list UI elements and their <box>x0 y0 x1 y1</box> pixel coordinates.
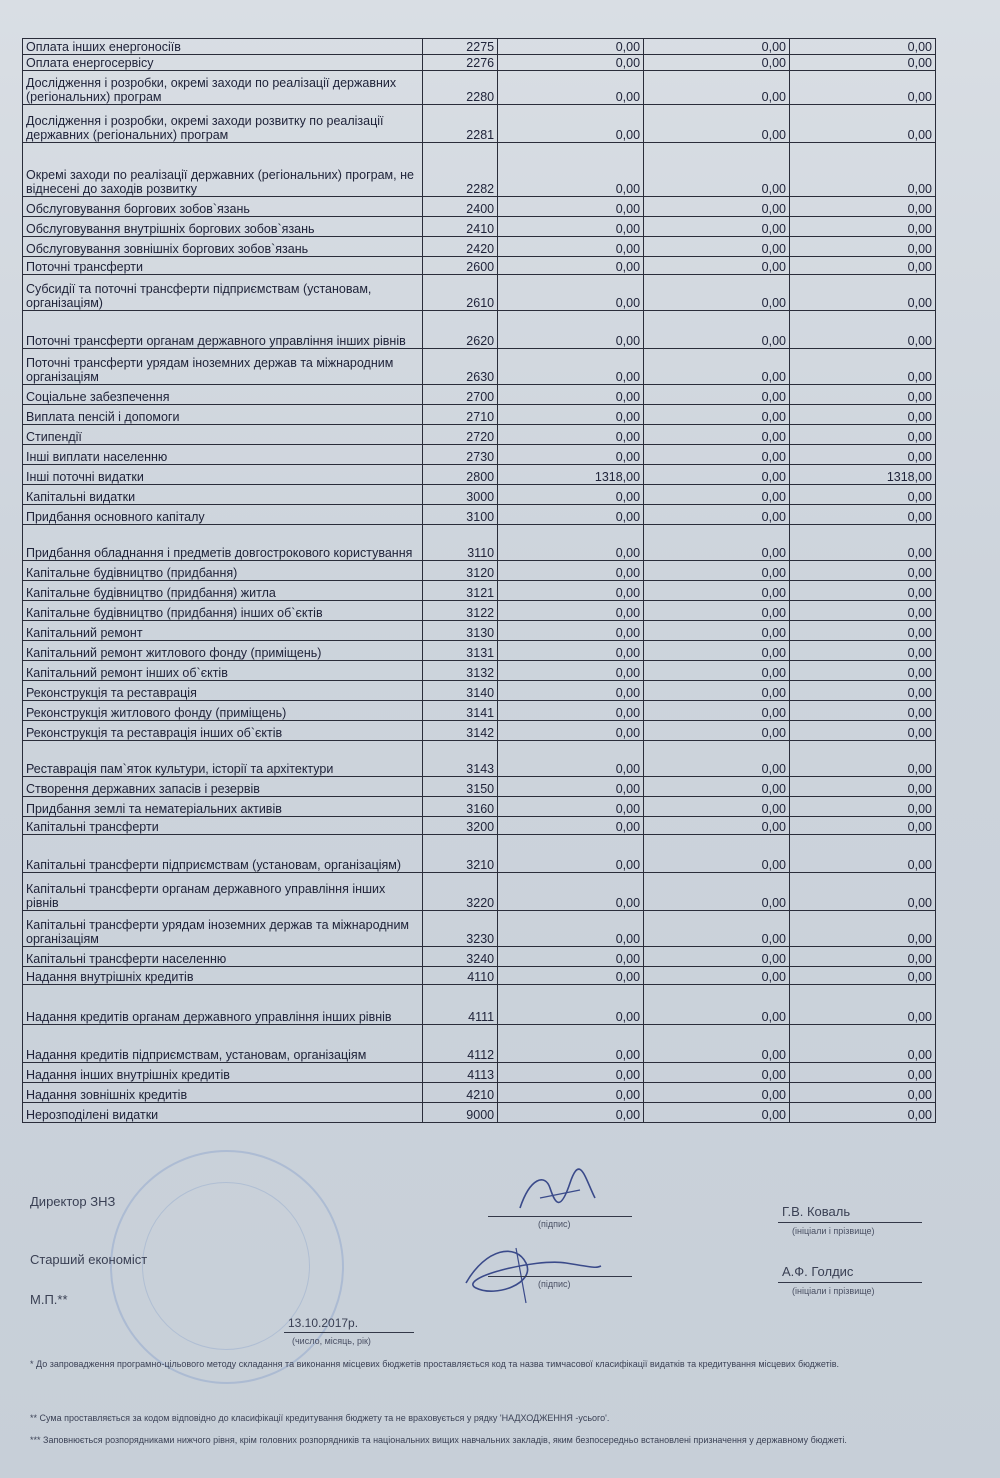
row-code: 2275 <box>422 39 497 55</box>
row-value-3: 0,00 <box>790 71 936 105</box>
economist-label: Старший економіст <box>30 1252 148 1267</box>
table-row <box>23 311 936 349</box>
director-label: Директор ЗНЗ <box>30 1194 116 1209</box>
row-value-2: 0,00 <box>644 947 790 967</box>
row-code: 3143 <box>422 741 497 777</box>
row-name: Придбання основного капіталу <box>23 505 423 525</box>
row-name: Реконструкція та реставрація інших об`єктів <box>23 721 423 741</box>
row-value-1: 0,00 <box>498 197 644 217</box>
row-value-3: 0,00 <box>790 275 936 311</box>
row-name: Виплата пенсій і допомоги <box>23 405 423 425</box>
row-name: Обслуговування внутрішніх боргових зобов`язань <box>23 217 423 237</box>
table-row <box>23 525 936 561</box>
row-name: Капітальне будівництво (придбання) <box>23 561 423 581</box>
row-value-1: 0,00 <box>498 1103 644 1123</box>
row-value-3: 0,00 <box>790 311 936 349</box>
seal-place-label: М.П.** <box>30 1292 68 1307</box>
table-row <box>23 217 936 237</box>
row-value-1: 0,00 <box>498 237 644 257</box>
row-code: 2730 <box>422 445 497 465</box>
row-name: Створення державних запасів і резервів <box>23 777 423 797</box>
row-value-1: 0,00 <box>498 105 644 143</box>
row-value-3: 0,00 <box>790 817 936 835</box>
table-row <box>23 601 936 621</box>
row-value-2: 0,00 <box>644 621 790 641</box>
row-value-1: 0,00 <box>498 71 644 105</box>
row-value-2: 0,00 <box>644 39 790 55</box>
row-value-2: 0,00 <box>644 797 790 817</box>
row-value-1: 0,00 <box>498 1025 644 1063</box>
footnote-3: *** Заповнюється розпорядниками нижчого рівня, крім головних розпорядників та національних вищих навчальних закладів, яким безпосередньо встановлені призначення у державному бюджеті. <box>30 1435 847 1445</box>
table-row <box>23 835 936 873</box>
row-code: 3200 <box>422 817 497 835</box>
row-value-1: 0,00 <box>498 601 644 621</box>
row-name: Окремі заходи по реалізації державних (регіональних) програм, не віднесені до заходів розвитку <box>23 143 423 197</box>
row-value-2: 0,00 <box>644 349 790 385</box>
economist-signature-caption: (підпис) <box>538 1279 571 1289</box>
economist-name: А.Ф. Голдис <box>782 1264 854 1279</box>
row-code: 2710 <box>422 405 497 425</box>
row-name: Реставрація пам`яток культури, історії та архітектури <box>23 741 423 777</box>
row-value-1: 0,00 <box>498 641 644 661</box>
table-row <box>23 257 936 275</box>
row-code: 4110 <box>422 967 497 985</box>
row-code: 2620 <box>422 311 497 349</box>
row-name: Надання кредитів органам державного управління інших рівнів <box>23 985 423 1025</box>
row-name: Надання кредитів підприємствам, установам, організаціям <box>23 1025 423 1063</box>
row-code: 3230 <box>422 911 497 947</box>
row-code: 2720 <box>422 425 497 445</box>
row-code: 3132 <box>422 661 497 681</box>
row-value-3: 0,00 <box>790 1025 936 1063</box>
row-value-1: 0,00 <box>498 349 644 385</box>
row-value-2: 0,00 <box>644 385 790 405</box>
row-code: 2276 <box>422 55 497 71</box>
table-row <box>23 505 936 525</box>
row-name: Реконструкція та реставрація <box>23 681 423 701</box>
table-row <box>23 721 936 741</box>
row-name: Придбання землі та нематеріальних активів <box>23 797 423 817</box>
row-value-3: 0,00 <box>790 349 936 385</box>
row-name: Капітальне будівництво (придбання) інших об`єктів <box>23 601 423 621</box>
row-value-3: 0,00 <box>790 701 936 721</box>
row-value-3: 0,00 <box>790 681 936 701</box>
row-value-3: 0,00 <box>790 777 936 797</box>
row-value-1: 0,00 <box>498 911 644 947</box>
row-value-1: 0,00 <box>498 701 644 721</box>
row-value-2: 0,00 <box>644 581 790 601</box>
expenditure-table <box>22 38 936 1123</box>
row-value-3: 0,00 <box>790 581 936 601</box>
table-row <box>23 425 936 445</box>
row-value-2: 0,00 <box>644 445 790 465</box>
row-code: 9000 <box>422 1103 497 1123</box>
row-value-1: 0,00 <box>498 985 644 1025</box>
row-value-3: 0,00 <box>790 237 936 257</box>
row-value-3: 0,00 <box>790 661 936 681</box>
row-value-2: 0,00 <box>644 217 790 237</box>
row-value-3: 0,00 <box>790 1083 936 1103</box>
row-name: Капітальні трансферти населенню <box>23 947 423 967</box>
row-name: Оплата інших енергоносіїв <box>23 39 423 55</box>
table-row <box>23 1063 936 1083</box>
table-row <box>23 465 936 485</box>
row-name: Обслуговування зовнішніх боргових зобов`язань <box>23 237 423 257</box>
row-value-1: 0,00 <box>498 385 644 405</box>
row-name: Поточні трансферти урядам іноземних держав та міжнародним організаціям <box>23 349 423 385</box>
row-name: Поточні трансферти <box>23 257 423 275</box>
table-row <box>23 621 936 641</box>
row-value-3: 0,00 <box>790 257 936 275</box>
row-value-3: 0,00 <box>790 873 936 911</box>
table-row <box>23 701 936 721</box>
row-name: Дослідження і розробки, окремі заходи по реалізації державних (регіональних) програм <box>23 71 423 105</box>
row-value-3: 0,00 <box>790 967 936 985</box>
row-value-2: 0,00 <box>644 71 790 105</box>
row-value-3: 0,00 <box>790 985 936 1025</box>
director-signature-caption: (підпис) <box>538 1219 571 1229</box>
row-code: 3121 <box>422 581 497 601</box>
table-row <box>23 105 936 143</box>
row-value-2: 0,00 <box>644 1025 790 1063</box>
row-code: 3000 <box>422 485 497 505</box>
table-row <box>23 55 936 71</box>
row-value-2: 0,00 <box>644 741 790 777</box>
table-row <box>23 485 936 505</box>
row-value-2: 0,00 <box>644 701 790 721</box>
row-value-2: 0,00 <box>644 1103 790 1123</box>
row-value-2: 0,00 <box>644 465 790 485</box>
table-row <box>23 911 936 947</box>
row-value-1: 0,00 <box>498 257 644 275</box>
row-value-2: 0,00 <box>644 777 790 797</box>
row-name: Обслуговування боргових зобов`язань <box>23 197 423 217</box>
row-value-3: 0,00 <box>790 485 936 505</box>
row-code: 3131 <box>422 641 497 661</box>
row-value-2: 0,00 <box>644 967 790 985</box>
row-value-3: 0,00 <box>790 217 936 237</box>
row-value-3: 0,00 <box>790 911 936 947</box>
row-code: 3141 <box>422 701 497 721</box>
table-row <box>23 275 936 311</box>
row-value-1: 0,00 <box>498 405 644 425</box>
row-code: 2610 <box>422 275 497 311</box>
row-value-2: 0,00 <box>644 681 790 701</box>
row-value-2: 0,00 <box>644 105 790 143</box>
row-value-1: 0,00 <box>498 741 644 777</box>
economist-signature <box>456 1228 606 1308</box>
row-value-2: 0,00 <box>644 237 790 257</box>
row-value-2: 0,00 <box>644 55 790 71</box>
row-value-1: 0,00 <box>498 39 644 55</box>
row-value-2: 0,00 <box>644 485 790 505</box>
row-value-3: 0,00 <box>790 425 936 445</box>
row-value-2: 0,00 <box>644 985 790 1025</box>
row-code: 3150 <box>422 777 497 797</box>
row-value-1: 0,00 <box>498 777 644 797</box>
table-row <box>23 405 936 425</box>
row-value-3: 0,00 <box>790 55 936 71</box>
table-row <box>23 349 936 385</box>
row-value-2: 0,00 <box>644 311 790 349</box>
row-value-1: 0,00 <box>498 721 644 741</box>
row-value-1: 0,00 <box>498 445 644 465</box>
table-row <box>23 1103 936 1123</box>
row-code: 2800 <box>422 465 497 485</box>
table-row <box>23 385 936 405</box>
row-value-3: 1318,00 <box>790 465 936 485</box>
row-value-2: 0,00 <box>644 525 790 561</box>
row-name: Капітальні трансферти підприємствам (установам, організаціям) <box>23 835 423 873</box>
row-value-1: 0,00 <box>498 947 644 967</box>
row-value-1: 0,00 <box>498 873 644 911</box>
footnote-2: ** Сума проставляється за кодом відповідно до класифікації кредитування бюджету та не враховується у рядку 'НАДХОДЖЕННЯ -усього'. <box>30 1413 610 1423</box>
row-name: Капітальний ремонт житлового фонду (приміщень) <box>23 641 423 661</box>
row-value-3: 0,00 <box>790 641 936 661</box>
row-code: 2600 <box>422 257 497 275</box>
row-name: Соціальне забезпечення <box>23 385 423 405</box>
row-value-1: 0,00 <box>498 835 644 873</box>
row-value-1: 0,00 <box>498 1083 644 1103</box>
footnote-1: * До запровадження програмно-цільового методу складання та виконання місцевих бюджетів проставляється код та назва тимчасової класифікації видатків та кредитування місцевих бюджетів. <box>30 1359 840 1369</box>
row-value-2: 0,00 <box>644 601 790 621</box>
row-code: 4112 <box>422 1025 497 1063</box>
row-value-1: 0,00 <box>498 817 644 835</box>
row-name: Субсидії та поточні трансферти підприємствам (установам, організаціям) <box>23 275 423 311</box>
row-value-2: 0,00 <box>644 817 790 835</box>
row-code: 2700 <box>422 385 497 405</box>
row-value-3: 0,00 <box>790 797 936 817</box>
document-date: 13.10.2017р. <box>288 1316 359 1330</box>
row-value-3: 0,00 <box>790 741 936 777</box>
date-caption: (число, місяць, рік) <box>292 1336 371 1346</box>
row-code: 2282 <box>422 143 497 197</box>
table-row <box>23 237 936 257</box>
row-name: Надання інших внутрішніх кредитів <box>23 1063 423 1083</box>
row-name: Придбання обладнання і предметів довгострокового користування <box>23 525 423 561</box>
row-value-2: 0,00 <box>644 661 790 681</box>
row-code: 2410 <box>422 217 497 237</box>
table-row <box>23 641 936 661</box>
row-name: Надання зовнішніх кредитів <box>23 1083 423 1103</box>
row-value-1: 0,00 <box>498 425 644 445</box>
row-value-3: 0,00 <box>790 197 936 217</box>
row-code: 2420 <box>422 237 497 257</box>
row-value-1: 0,00 <box>498 485 644 505</box>
row-value-3: 0,00 <box>790 105 936 143</box>
row-code: 4111 <box>422 985 497 1025</box>
row-name: Капітальні трансферти <box>23 817 423 835</box>
row-value-2: 0,00 <box>644 835 790 873</box>
row-value-2: 0,00 <box>644 505 790 525</box>
row-value-2: 0,00 <box>644 911 790 947</box>
row-code: 3122 <box>422 601 497 621</box>
table-row <box>23 143 936 197</box>
table-row <box>23 1083 936 1103</box>
row-code: 3100 <box>422 505 497 525</box>
row-value-2: 0,00 <box>644 425 790 445</box>
row-code: 2630 <box>422 349 497 385</box>
row-value-1: 0,00 <box>498 55 644 71</box>
row-value-3: 0,00 <box>790 405 936 425</box>
row-value-2: 0,00 <box>644 641 790 661</box>
table-row <box>23 797 936 817</box>
row-code: 3120 <box>422 561 497 581</box>
row-value-2: 0,00 <box>644 873 790 911</box>
row-value-1: 0,00 <box>498 525 644 561</box>
row-code: 3140 <box>422 681 497 701</box>
row-name: Реконструкція житлового фонду (приміщень) <box>23 701 423 721</box>
row-value-3: 0,00 <box>790 1103 936 1123</box>
row-value-3: 0,00 <box>790 39 936 55</box>
row-value-1: 0,00 <box>498 797 644 817</box>
row-value-3: 0,00 <box>790 505 936 525</box>
director-name: Г.В. Коваль <box>782 1204 851 1219</box>
row-value-1: 0,00 <box>498 621 644 641</box>
table-row <box>23 681 936 701</box>
row-code: 2400 <box>422 197 497 217</box>
table-row <box>23 581 936 601</box>
row-code: 3240 <box>422 947 497 967</box>
row-value-2: 0,00 <box>644 257 790 275</box>
row-code: 3130 <box>422 621 497 641</box>
row-value-2: 0,00 <box>644 275 790 311</box>
row-name: Капітальні трансферти урядам іноземних держав та міжнародним організаціям <box>23 911 423 947</box>
table-row <box>23 661 936 681</box>
row-value-1: 0,00 <box>498 561 644 581</box>
row-value-1: 0,00 <box>498 1063 644 1083</box>
row-name: Інші поточні видатки <box>23 465 423 485</box>
director-signature <box>500 1168 610 1218</box>
row-code: 2281 <box>422 105 497 143</box>
row-name: Інші виплати населенню <box>23 445 423 465</box>
table-row <box>23 777 936 797</box>
row-code: 4113 <box>422 1063 497 1083</box>
row-code: 2280 <box>422 71 497 105</box>
row-name: Стипендії <box>23 425 423 445</box>
row-value-1: 0,00 <box>498 311 644 349</box>
table-row <box>23 1025 936 1063</box>
row-value-3: 0,00 <box>790 621 936 641</box>
row-value-1: 0,00 <box>498 217 644 237</box>
row-value-3: 0,00 <box>790 143 936 197</box>
row-value-2: 0,00 <box>644 1063 790 1083</box>
row-code: 3110 <box>422 525 497 561</box>
row-name: Поточні трансферти органам державного управління інших рівнів <box>23 311 423 349</box>
row-value-3: 0,00 <box>790 721 936 741</box>
row-name: Капітальне будівництво (придбання) житла <box>23 581 423 601</box>
table-row <box>23 561 936 581</box>
row-value-3: 0,00 <box>790 561 936 581</box>
table-row <box>23 197 936 217</box>
row-name: Дослідження і розробки, окремі заходи розвитку по реалізації державних (регіональних) програм <box>23 105 423 143</box>
row-value-2: 0,00 <box>644 143 790 197</box>
row-value-2: 0,00 <box>644 561 790 581</box>
table-row <box>23 817 936 835</box>
row-value-1: 0,00 <box>498 143 644 197</box>
official-seal-stamp <box>110 1150 344 1384</box>
table-row <box>23 71 936 105</box>
table-row <box>23 39 936 55</box>
economist-name-caption: (ініціали і прізвище) <box>792 1286 875 1296</box>
row-code: 3220 <box>422 873 497 911</box>
row-name: Капітальний ремонт інших об`єктів <box>23 661 423 681</box>
row-value-1: 1318,00 <box>498 465 644 485</box>
row-code: 3210 <box>422 835 497 873</box>
table-row <box>23 741 936 777</box>
row-value-2: 0,00 <box>644 197 790 217</box>
row-value-3: 0,00 <box>790 445 936 465</box>
row-value-3: 0,00 <box>790 1063 936 1083</box>
row-code: 4210 <box>422 1083 497 1103</box>
row-name: Оплата енергосервісу <box>23 55 423 71</box>
row-name: Нерозподілені видатки <box>23 1103 423 1123</box>
row-name: Капітальний ремонт <box>23 621 423 641</box>
row-value-3: 0,00 <box>790 835 936 873</box>
row-value-3: 0,00 <box>790 385 936 405</box>
row-name: Капітальні видатки <box>23 485 423 505</box>
row-value-3: 0,00 <box>790 601 936 621</box>
row-name: Надання внутрішніх кредитів <box>23 967 423 985</box>
row-value-2: 0,00 <box>644 721 790 741</box>
row-code: 3142 <box>422 721 497 741</box>
row-value-3: 0,00 <box>790 525 936 561</box>
director-name-caption: (ініціали і прізвище) <box>792 1226 875 1236</box>
table-row <box>23 967 936 985</box>
row-value-1: 0,00 <box>498 581 644 601</box>
row-code: 3160 <box>422 797 497 817</box>
row-value-2: 0,00 <box>644 405 790 425</box>
row-value-3: 0,00 <box>790 947 936 967</box>
row-value-1: 0,00 <box>498 505 644 525</box>
row-value-1: 0,00 <box>498 967 644 985</box>
table-row <box>23 873 936 911</box>
row-value-1: 0,00 <box>498 275 644 311</box>
table-row <box>23 985 936 1025</box>
table-row <box>23 947 936 967</box>
row-name: Капітальні трансферти органам державного управління інших рівнів <box>23 873 423 911</box>
table-row <box>23 445 936 465</box>
row-value-2: 0,00 <box>644 1083 790 1103</box>
row-value-1: 0,00 <box>498 681 644 701</box>
row-value-1: 0,00 <box>498 661 644 681</box>
